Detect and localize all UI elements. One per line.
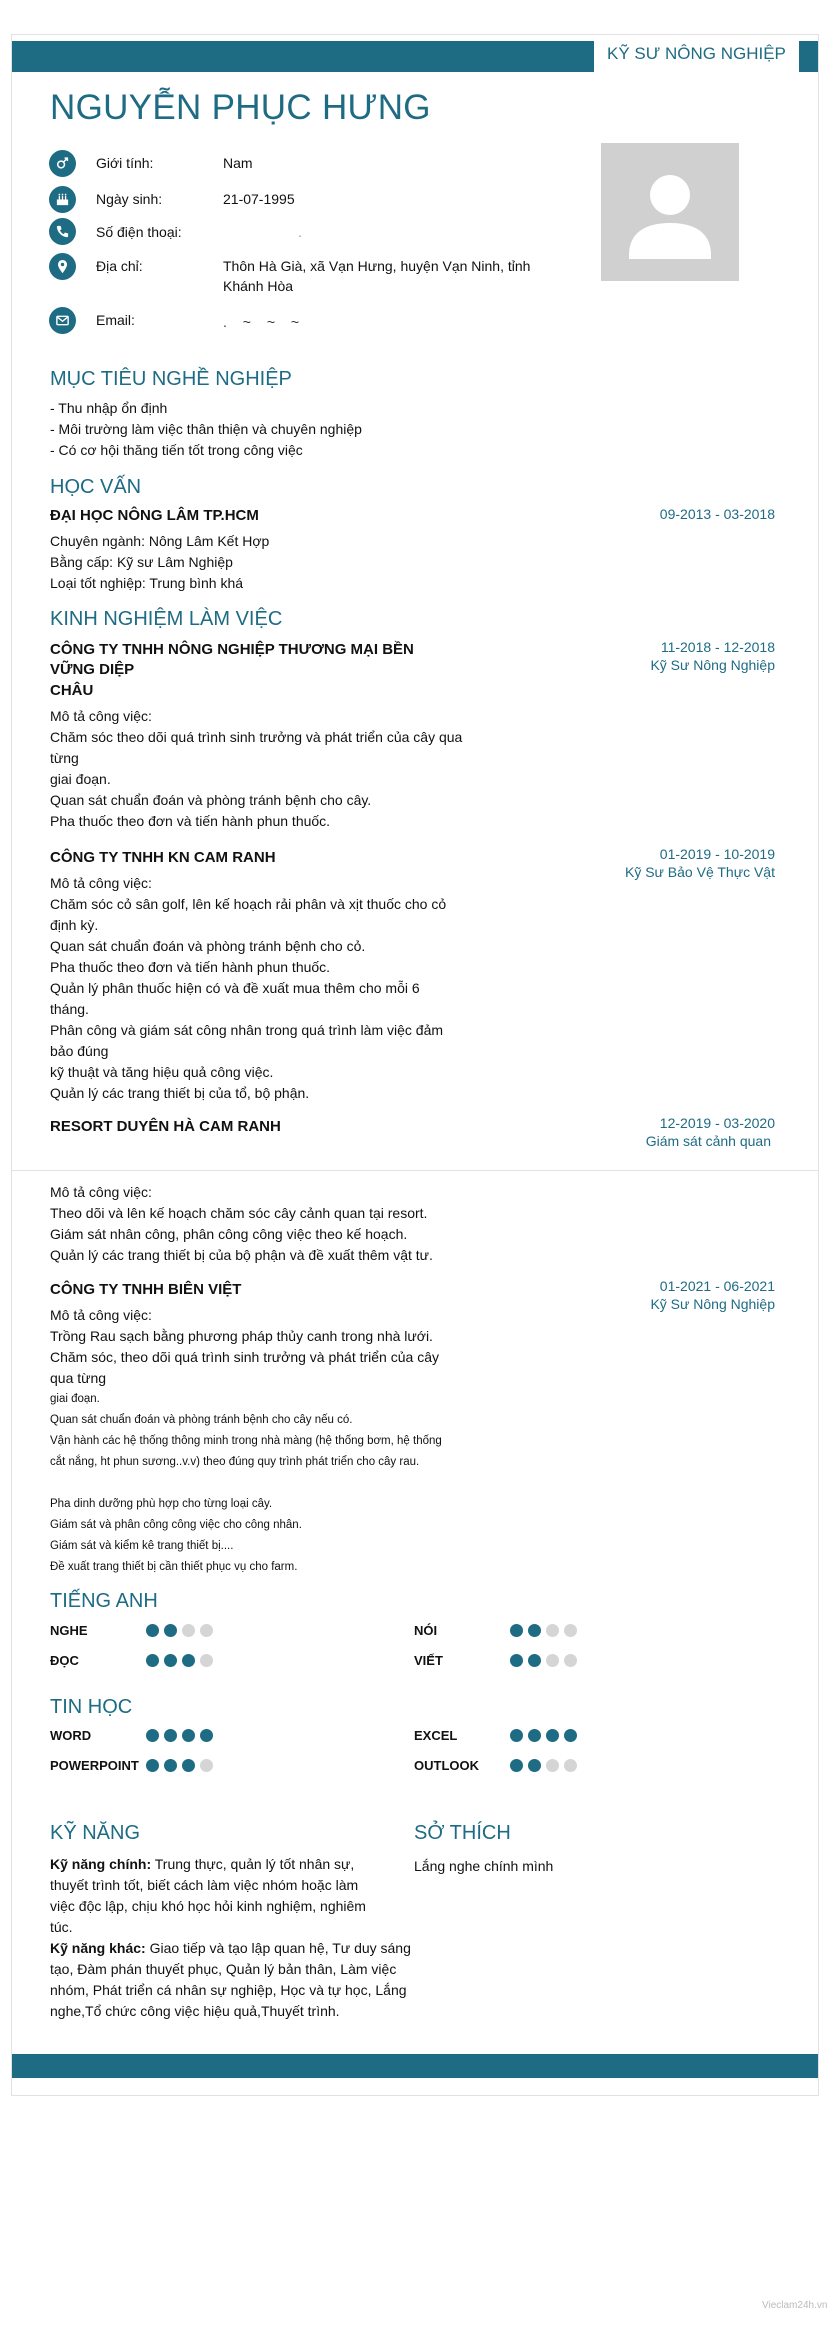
job-dates: 01-2021 - 06-2021: [659, 1278, 775, 1294]
company-name: RESORT DUYÊN HÀ CAM RANH: [50, 1118, 281, 1135]
job-role: Kỹ Sư Nông Nghiệp: [650, 657, 775, 673]
skills-main: [50, 1854, 385, 1938]
rating-dot-empty: [200, 1624, 213, 1637]
job-role: Giám sát cảnh quan: [645, 1133, 771, 1149]
hobbies-text: Lắng nghe chính mình: [414, 1858, 554, 1874]
rating-dot-empty: [182, 1624, 195, 1637]
job-desc-line: Quản lý phân thuốc hiện có và đề xuất mua thêm cho mỗi 6 tháng.: [50, 980, 420, 1017]
job-role: Kỹ Sư Nông Nghiệp: [650, 1296, 775, 1312]
skills-title: KỸ NĂNG: [50, 1822, 141, 1844]
objective-line: - Môi trường làm việc thân thiện và chuyên nghiệp: [50, 421, 362, 437]
language-skill-name: ĐỌC: [50, 1653, 79, 1668]
education-line: Bằng cấp: Kỹ sư Lâm Nghiệp: [50, 554, 233, 570]
job-desc-line-small: Pha dinh dưỡng phù hợp cho từng loại cây.: [50, 1498, 273, 1510]
header-bar: [12, 41, 594, 72]
birthday-label: Ngày sinh:: [96, 191, 163, 207]
skill-rating: [510, 1759, 577, 1772]
company-name: CÔNG TY TNHH KN CAM RANH: [50, 849, 276, 866]
rating-dot-filled: [528, 1654, 541, 1667]
rating-dot-filled: [564, 1729, 577, 1742]
rating-dot-empty: [200, 1759, 213, 1772]
job-desc-line: Quản lý các trang thiết bị của tổ, bộ phận.: [50, 1085, 310, 1101]
computer-skill-name: WORD: [50, 1728, 92, 1743]
page-break: [11, 1170, 819, 1171]
rating-dot-filled: [546, 1729, 559, 1742]
phone-label: Số điện thoại:: [96, 224, 182, 240]
rating-dot-filled: [182, 1654, 195, 1667]
job-dates: 12-2019 - 03-2020: [659, 1115, 775, 1131]
job-desc-line: Theo dõi và lên kế hoạch chăm sóc cây cảnh quan tại resort.: [50, 1205, 428, 1221]
job-desc-line: Pha thuốc theo đơn và tiến hành phun thuốc.: [50, 813, 331, 829]
job-desc-line: Chăm sóc cỏ sân golf, lên kế hoạch rải phân và xịt thuốc cho cỏ định kỳ.: [50, 896, 447, 933]
job-desc-line: Mô tả công việc:: [50, 1307, 152, 1323]
languages-title: TIẾNG ANH: [50, 1590, 158, 1612]
rating-dot-filled: [182, 1729, 195, 1742]
email-value: . ~ ~ ~: [223, 314, 306, 330]
job-desc-line: kỹ thuật và tăng hiệu quả công việc.: [50, 1064, 274, 1080]
rating-dot-empty: [546, 1759, 559, 1772]
candidate-name: NGUYỄN PHỤC HƯNG: [50, 88, 431, 127]
education-line: Chuyên ngành: Nông Lâm Kết Hợp: [50, 533, 270, 549]
language-skill-name: NÓI: [414, 1623, 438, 1638]
language-skill-name: VIẾT: [414, 1653, 443, 1668]
rating-dot-filled: [164, 1759, 177, 1772]
company-name-cont: CHÂU: [50, 682, 94, 699]
job-desc-line-small: Vận hành các hệ thống thông minh trong nhà màng (hệ thống bơm, hệ thống cắt nắng, ht phun sương..v.v) theo đúng quy trình phát triển cho cây rau.: [50, 1435, 442, 1468]
hobbies-title: SỞ THÍCH: [414, 1822, 511, 1844]
job-desc-line-small: Giám sát và kiểm kê trang thiết bị....: [50, 1540, 234, 1552]
education-title: HỌC VẤN: [50, 476, 142, 498]
computer-skill-name: EXCEL: [414, 1728, 458, 1743]
school-name: ĐẠI HỌC NÔNG LÂM TP.HCM: [50, 507, 259, 524]
objective-line: - Có cơ hội thăng tiến tốt trong công việc: [50, 442, 303, 458]
job-dates: 01-2019 - 10-2019: [659, 846, 775, 862]
rating-dot-empty: [564, 1624, 577, 1637]
phone-value: .: [298, 224, 302, 240]
skills-other-text: Giao tiếp và tạo lập quan hệ, Tư duy sáng tạo, Đàm phán thuyết phục, Quản lý bản thân, Làm việc nhóm, Phát triển cá nhân sự nghiệp, Học và tự học, Lắng nghe,Tổ chức công việc hiệu quả,Thuyết trình.: [50, 1940, 411, 2019]
skill-rating: [510, 1729, 577, 1742]
gender-label: Giới tính:: [96, 155, 154, 171]
rating-dot-empty: [564, 1759, 577, 1772]
address-value: Thôn Hà Già, xã Vạn Hưng, huyện Vạn Ninh, tỉnh Khánh Hòa: [223, 258, 531, 294]
job-desc-line: Chăm sóc theo dõi quá trình sinh trưởng và phát triển của cây qua từng: [50, 729, 463, 766]
job-desc-line: Trồng Rau sạch bằng phương pháp thủy canh trong nhà lưới.: [50, 1328, 433, 1344]
email-label: Email:: [96, 312, 135, 328]
location-icon: [49, 253, 76, 280]
rating-dot-empty: [564, 1654, 577, 1667]
job-desc-line: Quản lý các trang thiết bị của bộ phận và đề xuất thêm vật tư.: [50, 1247, 433, 1263]
job-desc-line: Pha thuốc theo đơn và tiến hành phun thuốc.: [50, 959, 331, 975]
rating-dot-empty: [546, 1624, 559, 1637]
skills-main-label: Kỹ năng chính:: [50, 1856, 152, 1872]
skill-rating: [146, 1729, 213, 1742]
watermark: Vieclam24h.vn: [762, 2300, 827, 2311]
address-label: Địa chỉ:: [96, 258, 143, 274]
language-skill-name: NGHE: [50, 1623, 88, 1638]
skills-other: [50, 1938, 420, 2022]
computer-skill-name: POWERPOINT: [50, 1758, 139, 1773]
job-desc-line: giai đoạn.: [50, 771, 111, 787]
rating-dot-filled: [510, 1624, 523, 1637]
birthday-value: 21-07-1995: [223, 191, 295, 207]
footer-bar: [12, 2054, 818, 2078]
person-icon: [601, 143, 739, 281]
job-desc-line-small: Giám sát và phân công công việc cho công nhân.: [50, 1519, 302, 1531]
rating-dot-filled: [164, 1729, 177, 1742]
objective-line: - Thu nhập ổn định: [50, 400, 168, 416]
rating-dot-filled: [146, 1654, 159, 1667]
rating-dot-filled: [182, 1759, 195, 1772]
job-desc-line: Giám sát nhân công, phân công công việc theo kế hoạch.: [50, 1226, 408, 1242]
rating-dot-filled: [528, 1759, 541, 1772]
rating-dot-filled: [528, 1624, 541, 1637]
job-desc-line: Phân công và giám sát công nhân trong quá trình làm việc đảm bảo đúng: [50, 1022, 444, 1059]
company-name: CÔNG TY TNHH NÔNG NGHIỆP THƯƠNG MẠI BỀN VỮNG DIỆP: [50, 641, 414, 678]
job-role: Kỹ Sư Bảo Vệ Thực Vật: [624, 864, 775, 880]
rating-dot-empty: [200, 1654, 213, 1667]
rating-dot-filled: [146, 1729, 159, 1742]
rating-dot-filled: [200, 1729, 213, 1742]
job-desc-line: Mô tả công việc:: [50, 875, 152, 891]
job-title: KỸ SƯ NÔNG NGHIỆP: [607, 44, 786, 63]
skill-rating: [146, 1624, 213, 1637]
education-line: Loại tốt nghiệp: Trung bình khá: [50, 575, 244, 591]
job-desc-line: Chăm sóc, theo dõi quá trình sinh trưởng và phát triển của cây qua từng: [50, 1349, 439, 1386]
job-desc-line-small: Quan sát chuẩn đoán và phòng tránh bệnh cho cây nếu có.: [50, 1414, 353, 1426]
rating-dot-filled: [146, 1624, 159, 1637]
company-name: CÔNG TY TNHH BIÊN VIỆT: [50, 1281, 242, 1298]
gender-value: Nam: [223, 155, 253, 171]
phone-icon: [49, 218, 76, 245]
rating-dot-filled: [528, 1729, 541, 1742]
avatar-placeholder: [601, 143, 739, 281]
rating-dot-filled: [510, 1654, 523, 1667]
skill-rating: [146, 1654, 213, 1667]
skills-main-text: Trung thực, quản lý tốt nhân sự, thuyết trình tốt, biết cách làm việc nhóm hoặc làm việc độc lập, chịu khó học hỏi kinh nghiệm, nghiêm túc.: [50, 1856, 366, 1935]
gender-icon: [49, 150, 76, 177]
computer-skill-name: OUTLOOK: [414, 1758, 479, 1773]
rating-dot-filled: [510, 1729, 523, 1742]
skill-rating: [510, 1624, 577, 1637]
job-desc-line: Quan sát chuẩn đoán và phòng tránh bệnh cho cỏ.: [50, 938, 366, 954]
job-desc-line: Mô tả công việc:: [50, 1184, 152, 1200]
job-desc-line: Mô tả công việc:: [50, 708, 152, 724]
skills-other-label: Kỹ năng khác:: [50, 1940, 146, 1956]
job-dates: 11-2018 - 12-2018: [660, 639, 775, 655]
rating-dot-filled: [510, 1759, 523, 1772]
objective-title: MỤC TIÊU NGHỀ NGHIỆP: [50, 368, 292, 390]
skill-rating: [146, 1759, 213, 1772]
computer-title: TIN HỌC: [50, 1696, 133, 1718]
mail-icon: [49, 307, 76, 334]
cake-icon: [49, 186, 76, 213]
job-desc-line-small: Đề xuất trang thiết bị cần thiết phục vụ cho farm.: [50, 1561, 298, 1573]
job-desc-line-small: giai đoạn.: [50, 1393, 100, 1405]
rating-dot-empty: [546, 1654, 559, 1667]
job-desc-line: Quan sát chuẩn đoán và phòng tránh bệnh cho cây.: [50, 792, 372, 808]
skill-rating: [510, 1654, 577, 1667]
rating-dot-filled: [164, 1624, 177, 1637]
header-bar-end: [799, 41, 818, 72]
experience-title: KINH NGHIỆM LÀM VIỆC: [50, 608, 283, 630]
rating-dot-filled: [146, 1759, 159, 1772]
rating-dot-filled: [164, 1654, 177, 1667]
education-dates: 09-2013 - 03-2018: [659, 506, 775, 522]
